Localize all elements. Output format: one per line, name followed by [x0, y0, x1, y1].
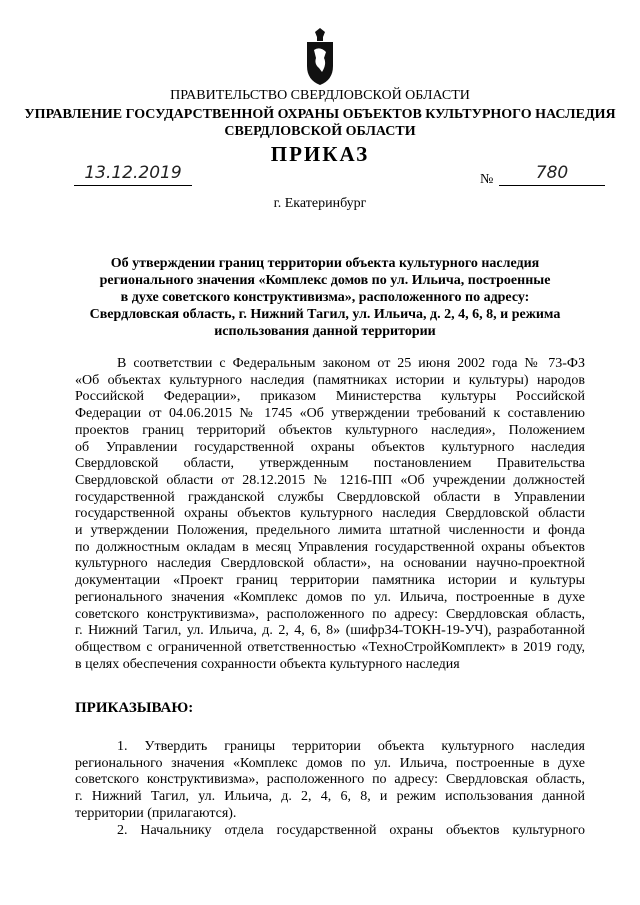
- text-line: территории (прилагаются).: [75, 805, 237, 821]
- order-item-1: [75, 739, 585, 823]
- heading-line: регионального значения «Комплекс домов по ул. Ильича, построенные: [99, 273, 551, 288]
- preamble-paragraph: [75, 356, 585, 673]
- text-line: советского конструктивизма», расположенного по адресу: Свердловская область,: [75, 606, 585, 622]
- text-line: в целях обеспечения сохранности объекта культурного наследия: [75, 656, 460, 672]
- text-line: государственной гражданской службы Свердловской области в Управлении: [75, 489, 585, 505]
- text-line: «Об объектах культурного наследия (памятниках истории и культуры) народов: [75, 372, 585, 388]
- heading-line: Свердловская область, г. Нижний Тагил, ул. Ильича, д. 2, 4, 6, 8, и режима: [89, 307, 561, 322]
- order-item-2: [75, 823, 585, 840]
- text-line: г. Нижний Тагил, ул. Ильича, д. 2, 4, 6, 8, и режим использования данной: [75, 789, 585, 805]
- text-line: и утверждении Положения, предельного лимита штатной численности и фонда: [75, 523, 585, 539]
- org-department-line: УПРАВЛЕНИЕ ГОСУДАРСТВЕННОЙ ОХРАНЫ ОБЪЕКТОВ КУЛЬТУРНОГО НАСЛЕДИЯ: [24, 107, 616, 122]
- text-line: по должностным окладам в месяц Управления государственной охраны объектов: [75, 539, 585, 555]
- order-date: 13.12.2019: [74, 163, 192, 186]
- text-line: об Управлении государственной охраны объектов культурного наследия: [75, 439, 585, 455]
- text-line: регионального значения «Комплекс домов по ул. Ильича, построенные в духе: [75, 589, 585, 605]
- order-label: ПРИКАЗЫВАЮ:: [75, 700, 194, 716]
- text-line: г. Нижний Тагил, ул. Ильича, д. 2, 4, 6, 8» (шифр34-ТОКН-19-УЧ), разработанной: [75, 623, 585, 639]
- city: г. Екатеринбург: [273, 196, 367, 211]
- text-line: Свердловской области, утвержденным постановлением Правительства: [75, 456, 585, 472]
- number-label: №: [480, 172, 494, 187]
- text-line: документации «Проект границ территории памятника истории и культуры: [75, 573, 585, 589]
- org-department-line: СВЕРДЛОВСКОЙ ОБЛАСТИ: [224, 124, 416, 139]
- text-line: 1. Утвердить границы территории объекта культурного наследия: [117, 739, 585, 754]
- text-line: государственной охраны объектов культурного наследия Свердловской области: [75, 506, 585, 522]
- text-line: Свердловской области от 28.12.2015 № 1216-ПП «Об учреждении должностей: [75, 472, 585, 488]
- text-line: культурного наследия Свердловской области», на основании научно-проектной: [75, 556, 585, 572]
- order-heading: [75, 255, 575, 340]
- text-line: Российской Федерации», приказом Министерства культуры Российской: [75, 389, 585, 405]
- text-line: В соответствии с Федеральным законом от 25 июня 2002 года № 73-ФЗ: [117, 356, 585, 371]
- text-line: Федерации от 04.06.2015 № 1745 «Об утверждении требований к составлению: [75, 406, 585, 422]
- org-government: ПРАВИТЕЛЬСТВО СВЕРДЛОВСКОЙ ОБЛАСТИ: [170, 88, 470, 103]
- org-department: [0, 106, 640, 140]
- text-line: регионального значения «Комплекс домов по ул. Ильича, построенные в духе: [75, 755, 585, 771]
- text-line: проектов границ территорий объектов культурного наследия», Положением: [75, 422, 585, 438]
- text-line: советского конструктивизма», расположенного по адресу: Свердловская область,: [75, 772, 585, 788]
- heading-line: в духе советского конструктивизма», расположенного по адресу:: [120, 290, 530, 305]
- text-line: 2. Начальнику отдела государственной охраны объектов культурного: [117, 823, 585, 838]
- text-line: обществом с ограниченной ответственностью «ТехноСтройКомплект» в 2019 году,: [75, 639, 585, 655]
- coat-of-arms-icon: [305, 28, 335, 86]
- heading-line: Об утверждении границ территории объекта культурного наследия: [110, 256, 540, 271]
- heading-line: использования данной территории: [214, 324, 436, 339]
- order-number: 780: [499, 163, 605, 186]
- doc-type-title: ПРИКАЗ: [270, 142, 370, 166]
